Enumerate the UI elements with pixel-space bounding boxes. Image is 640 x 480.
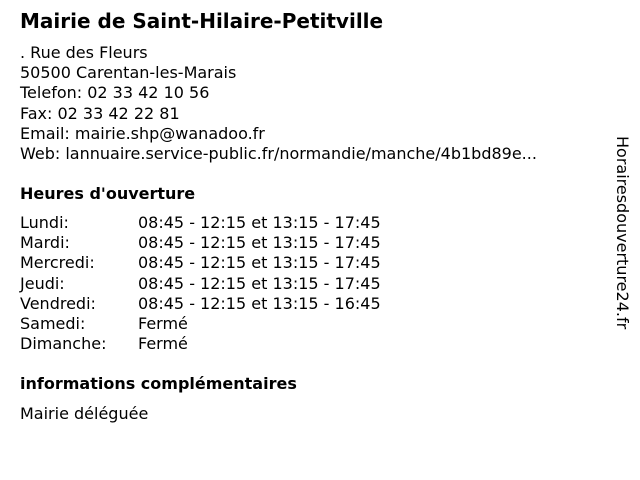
- additional-info-text: Mairie déléguée: [20, 404, 149, 423]
- day-label: Samedi:: [20, 313, 86, 333]
- hours-row-thursday: [20, 274, 440, 294]
- time-range: Fermé: [138, 313, 188, 333]
- time-range: 08:45 - 12:15 et 13:15 - 17:45: [138, 233, 381, 253]
- day-label: Jeudi:: [20, 273, 65, 293]
- hours-row-wednesday: [20, 253, 440, 273]
- page-title: Mairie de Saint-Hilaire-Petitville: [20, 9, 384, 33]
- fax-number: Fax: 02 33 42 22 81: [20, 103, 180, 123]
- city-postal-code: 50500 Carentan-les-Marais: [20, 63, 237, 83]
- day-label: Dimanche:: [20, 334, 107, 354]
- day-label: Mercredi:: [20, 253, 95, 273]
- time-range: 08:45 - 12:15 et 13:15 - 17:45: [138, 213, 381, 232]
- opening-hours-table: [20, 213, 440, 354]
- opening-hours-heading: Heures d'ouverture: [20, 184, 196, 203]
- hours-row-tuesday: [20, 233, 440, 253]
- email-address: Email: mairie.shp@wanadoo.fr: [20, 123, 265, 143]
- day-label: Lundi:: [20, 213, 69, 232]
- hours-row-friday: [20, 294, 440, 314]
- site-watermark: Horairesdouverture24.fr: [613, 136, 632, 330]
- phone-number: Telefon: 02 33 42 10 56: [20, 83, 210, 103]
- day-label: Vendredi:: [20, 293, 96, 313]
- day-label: Mardi:: [20, 233, 70, 253]
- address-block: [20, 43, 537, 164]
- time-range: 08:45 - 12:15 et 13:15 - 16:45: [138, 293, 381, 313]
- time-range: 08:45 - 12:15 et 13:15 - 17:45: [138, 253, 381, 273]
- time-range: 08:45 - 12:15 et 13:15 - 17:45: [138, 273, 381, 293]
- time-range: Fermé: [138, 334, 188, 354]
- additional-info-heading: informations complémentaires: [20, 374, 297, 393]
- hours-row-monday: [20, 213, 440, 233]
- hours-row-saturday: [20, 314, 440, 334]
- website-url: Web: lannuaire.service-public.fr/normandie/manche/4b1bd89e...: [20, 143, 537, 163]
- street-address: . Rue des Fleurs: [20, 43, 148, 62]
- hours-row-sunday: [20, 334, 440, 354]
